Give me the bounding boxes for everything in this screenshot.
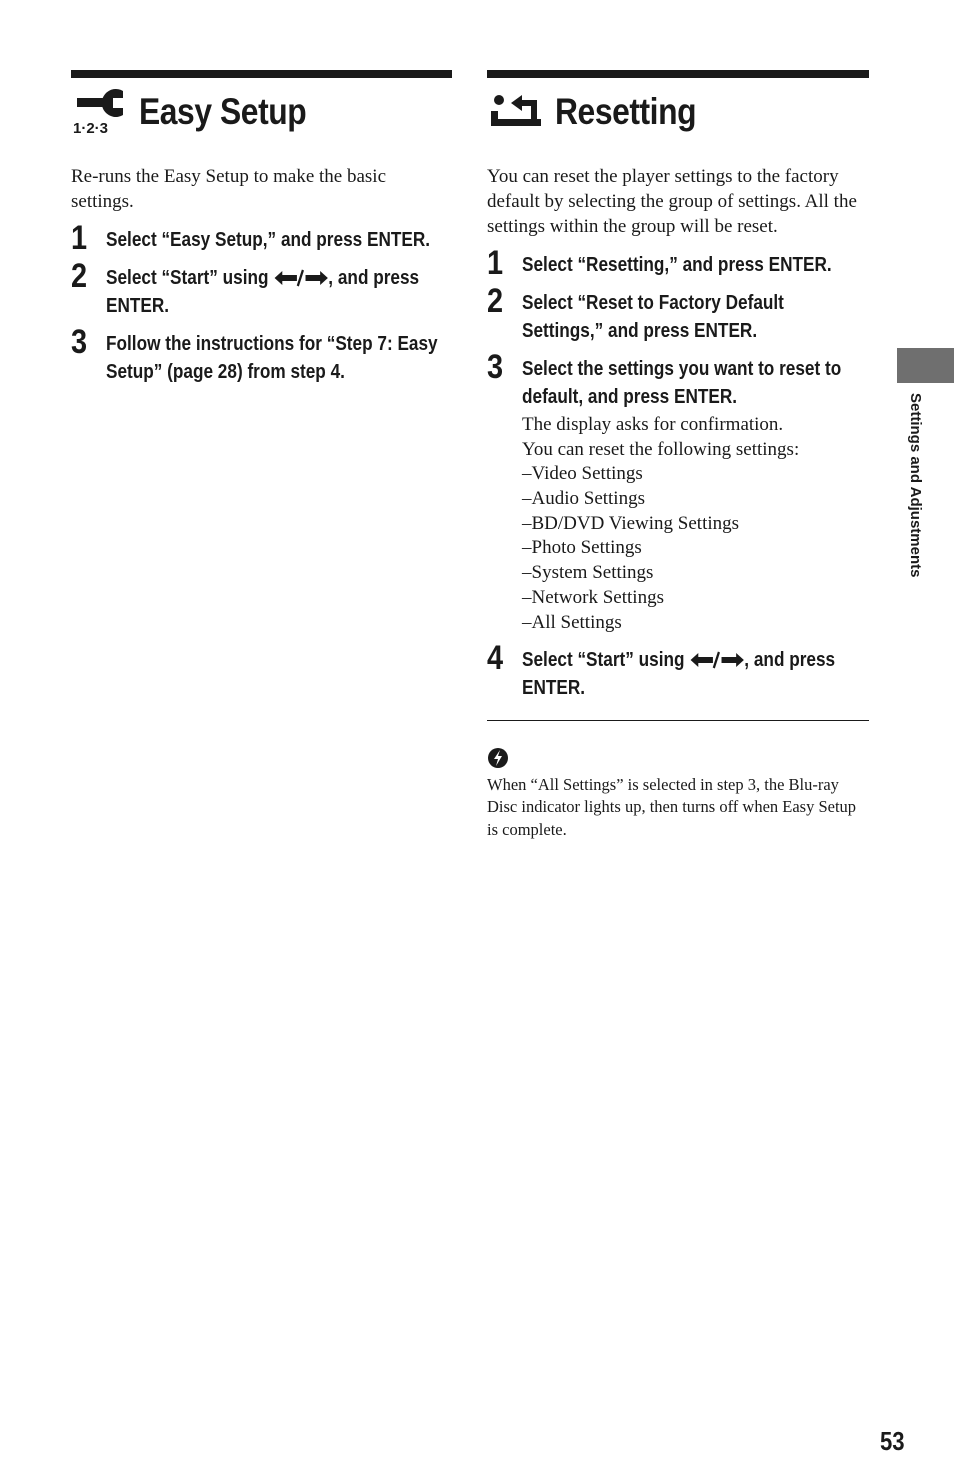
step-item [487,638,869,702]
step-number: 1 [71,219,88,257]
easy-setup-intro: Re-runs the Easy Setup to make the basic settings. [71,166,387,212]
step-text: Select the settings you want to reset to default, and press ENTER. [522,358,842,408]
hint-text: When “All Settings” is selected in step 3, the Blu-ray Disc indicator lights up, then turns off when Easy Setup is complete. [487,774,857,839]
resetting-title: Resetting [555,91,697,132]
step-number: 3 [487,348,504,386]
reset-arrow-icon [487,89,545,135]
resetting-steps [487,244,869,702]
icon-caption: 1·2·3 [73,120,109,135]
step-number: 2 [487,282,504,320]
step-item [71,219,452,257]
step-text: Select “Resetting,” and press ENTER. [522,254,832,276]
easy-setup-section [71,70,452,396]
step-item [487,244,869,282]
left-right-arrow-icon [689,651,744,669]
step-number: 4 [487,638,504,677]
step-text-part: , and press ENTER. [106,267,420,317]
list-item: –All Settings [522,611,622,633]
list-item: –BD/DVD Viewing Settings [522,512,740,534]
easy-setup-title: Easy Setup [139,91,307,132]
list-item: –Video Settings [522,463,643,484]
left-right-arrow-icon [273,269,328,287]
list-item: –Network Settings [522,586,664,608]
step-number: 3 [71,323,88,361]
step-text [522,646,868,702]
arrow-glyph-text: ←/→ [273,283,276,285]
section-top-rule [487,70,869,78]
step-item [487,282,869,345]
step-text: Select “Reset to Factory Default Settings,” and press ENTER. [522,292,784,342]
arrow-glyph-text: ←/→ [689,664,692,666]
side-tab-marker [897,348,954,383]
page-number: 53 [880,1426,905,1456]
settings-list [522,462,869,636]
list-item: –System Settings [522,562,654,584]
resetting-heading [487,86,869,138]
step-item [71,257,452,320]
step-number: 2 [71,257,88,295]
list-item: –Audio Settings [522,487,645,509]
step-text-part: , and press ENTER. [522,648,836,699]
hint-icon [487,747,509,769]
list-item: –Photo Settings [522,537,642,559]
easy-setup-heading [71,86,452,138]
step-detail: You can reset the following settings: [522,439,800,460]
step-number: 1 [487,244,504,282]
resetting-intro: You can reset the player settings to the factory default by selecting the group of settings. All the settings within the group will be reset. [487,166,857,237]
step-detail: The display asks for confirmation. [522,414,784,435]
wrench-123-icon [71,89,129,135]
hint-divider [487,720,869,721]
step-text [106,264,451,320]
resetting-section [487,70,869,858]
side-tab-label: Settings and Adjustments [907,393,924,578]
step-text: Select “Easy Setup,” and press ENTER. [106,229,431,251]
step-item [71,323,452,386]
easy-setup-steps [71,219,452,386]
step-text-part: Select “Start” using [106,267,274,289]
step-text-part: Select “Start” using [522,648,690,671]
step-text: Follow the instructions for “Step 7: Easy Setup” (page 28) from step 4. [106,333,438,383]
section-top-rule [71,70,452,78]
step-item [487,348,869,636]
